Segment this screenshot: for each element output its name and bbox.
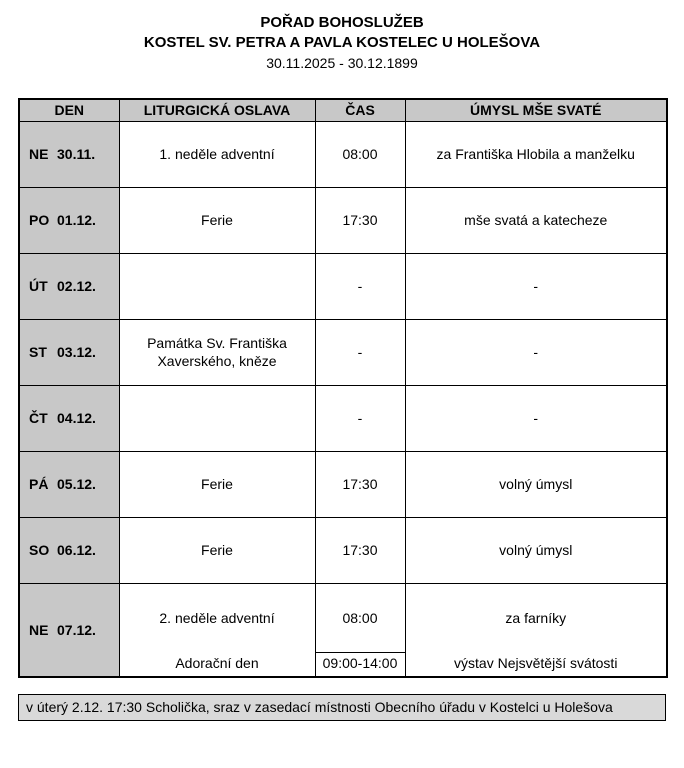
intention-entry: výstav Nejsvětější svátosti (454, 654, 618, 671)
day-date: 07.12. (57, 621, 96, 638)
celebration-cell: Ferie (119, 187, 315, 253)
day-abbr: PÁ (29, 476, 49, 492)
time-cell: - (315, 253, 405, 319)
intention-stack (406, 584, 667, 676)
intention-cell (405, 583, 667, 677)
footer-note: v úterý 2.12. 17:30 Scholička, sraz v zasedací místnosti Obecního úřadu v Kostelci u Holešova (18, 694, 666, 721)
page-title: POŘAD BOHOSLUŽEB (260, 14, 424, 31)
page-subtitle: KOSTEL SV. PETRA A PAVLA KOSTELEC U HOLEŠOVA (143, 34, 541, 51)
day-cell (19, 319, 119, 385)
celebration-cell (119, 385, 315, 451)
intention-entry: za farníky (505, 609, 567, 626)
table-row (19, 187, 667, 253)
day-cell (19, 187, 119, 253)
intention-cell: mše svatá a katecheze (405, 187, 667, 253)
table-row (19, 121, 667, 187)
day-abbr: NE (29, 146, 49, 162)
celebration-entry: 2. neděle adventní (159, 609, 275, 626)
time-cell: 17:30 (315, 187, 405, 253)
day-abbr: SO (29, 542, 50, 558)
celebration-cell (119, 253, 315, 319)
column-header-cas: ČAS (315, 99, 405, 121)
day-cell (19, 451, 119, 517)
column-header-liturgicka-oslava: LITURGICKÁ OSLAVA (119, 99, 315, 121)
day-date: 05.12. (57, 476, 96, 492)
day-abbr: ČT (29, 410, 48, 426)
celebration-cell (119, 583, 315, 677)
celebration-cell: Ferie (119, 517, 315, 583)
celebration-entry: Adorační den (175, 654, 259, 671)
table-row (19, 451, 667, 517)
time-entry: 08:00 (342, 609, 378, 626)
day-cell (19, 583, 119, 677)
celebration-cell: 1. neděle adventní (119, 121, 315, 187)
intention-cell: - (405, 385, 667, 451)
day-cell (19, 517, 119, 583)
day-cell (19, 253, 119, 319)
schedule-table (18, 98, 668, 678)
time-stack (316, 584, 405, 676)
column-header-den: DEN (19, 99, 119, 121)
table-header-row (19, 99, 667, 121)
day-date: 06.12. (57, 542, 96, 558)
table-row (19, 319, 667, 385)
day-abbr: ÚT (29, 278, 48, 294)
day-date: 30.11. (57, 146, 96, 162)
day-abbr: ST (29, 344, 47, 360)
day-cell (19, 121, 119, 187)
table-row (19, 517, 667, 583)
table-row (19, 583, 667, 677)
table-row (19, 385, 667, 451)
time-cell: 08:00 (315, 121, 405, 187)
day-date: 01.12. (57, 212, 96, 228)
day-abbr: PO (29, 212, 50, 228)
time-cell (315, 583, 405, 677)
table-row (19, 253, 667, 319)
day-abbr: NE (29, 621, 49, 638)
day-cell (19, 385, 119, 451)
intention-cell: - (405, 253, 667, 319)
column-header-umysl: ÚMYSL MŠE SVATÉ (405, 99, 667, 121)
time-cell: 17:30 (315, 517, 405, 583)
time-entry: 09:00-14:00 (316, 652, 405, 676)
day-date: 02.12. (57, 278, 96, 294)
intention-cell: za Františka Hlobila a manželku (405, 121, 667, 187)
celebration-cell: Památka Sv. Františka Xaverského, kněze (119, 319, 315, 385)
day-date: 03.12. (57, 344, 96, 360)
day-date: 04.12. (57, 410, 96, 426)
date-range: 30.11.2025 - 30.12.1899 (266, 55, 418, 71)
celebration-stack (120, 584, 315, 676)
intention-cell: volný úmysl (405, 517, 667, 583)
doc-header (18, 13, 666, 73)
time-cell: - (315, 319, 405, 385)
celebration-cell: Ferie (119, 451, 315, 517)
time-cell: - (315, 385, 405, 451)
time-cell: 17:30 (315, 451, 405, 517)
intention-cell: - (405, 319, 667, 385)
intention-cell: volný úmysl (405, 451, 667, 517)
